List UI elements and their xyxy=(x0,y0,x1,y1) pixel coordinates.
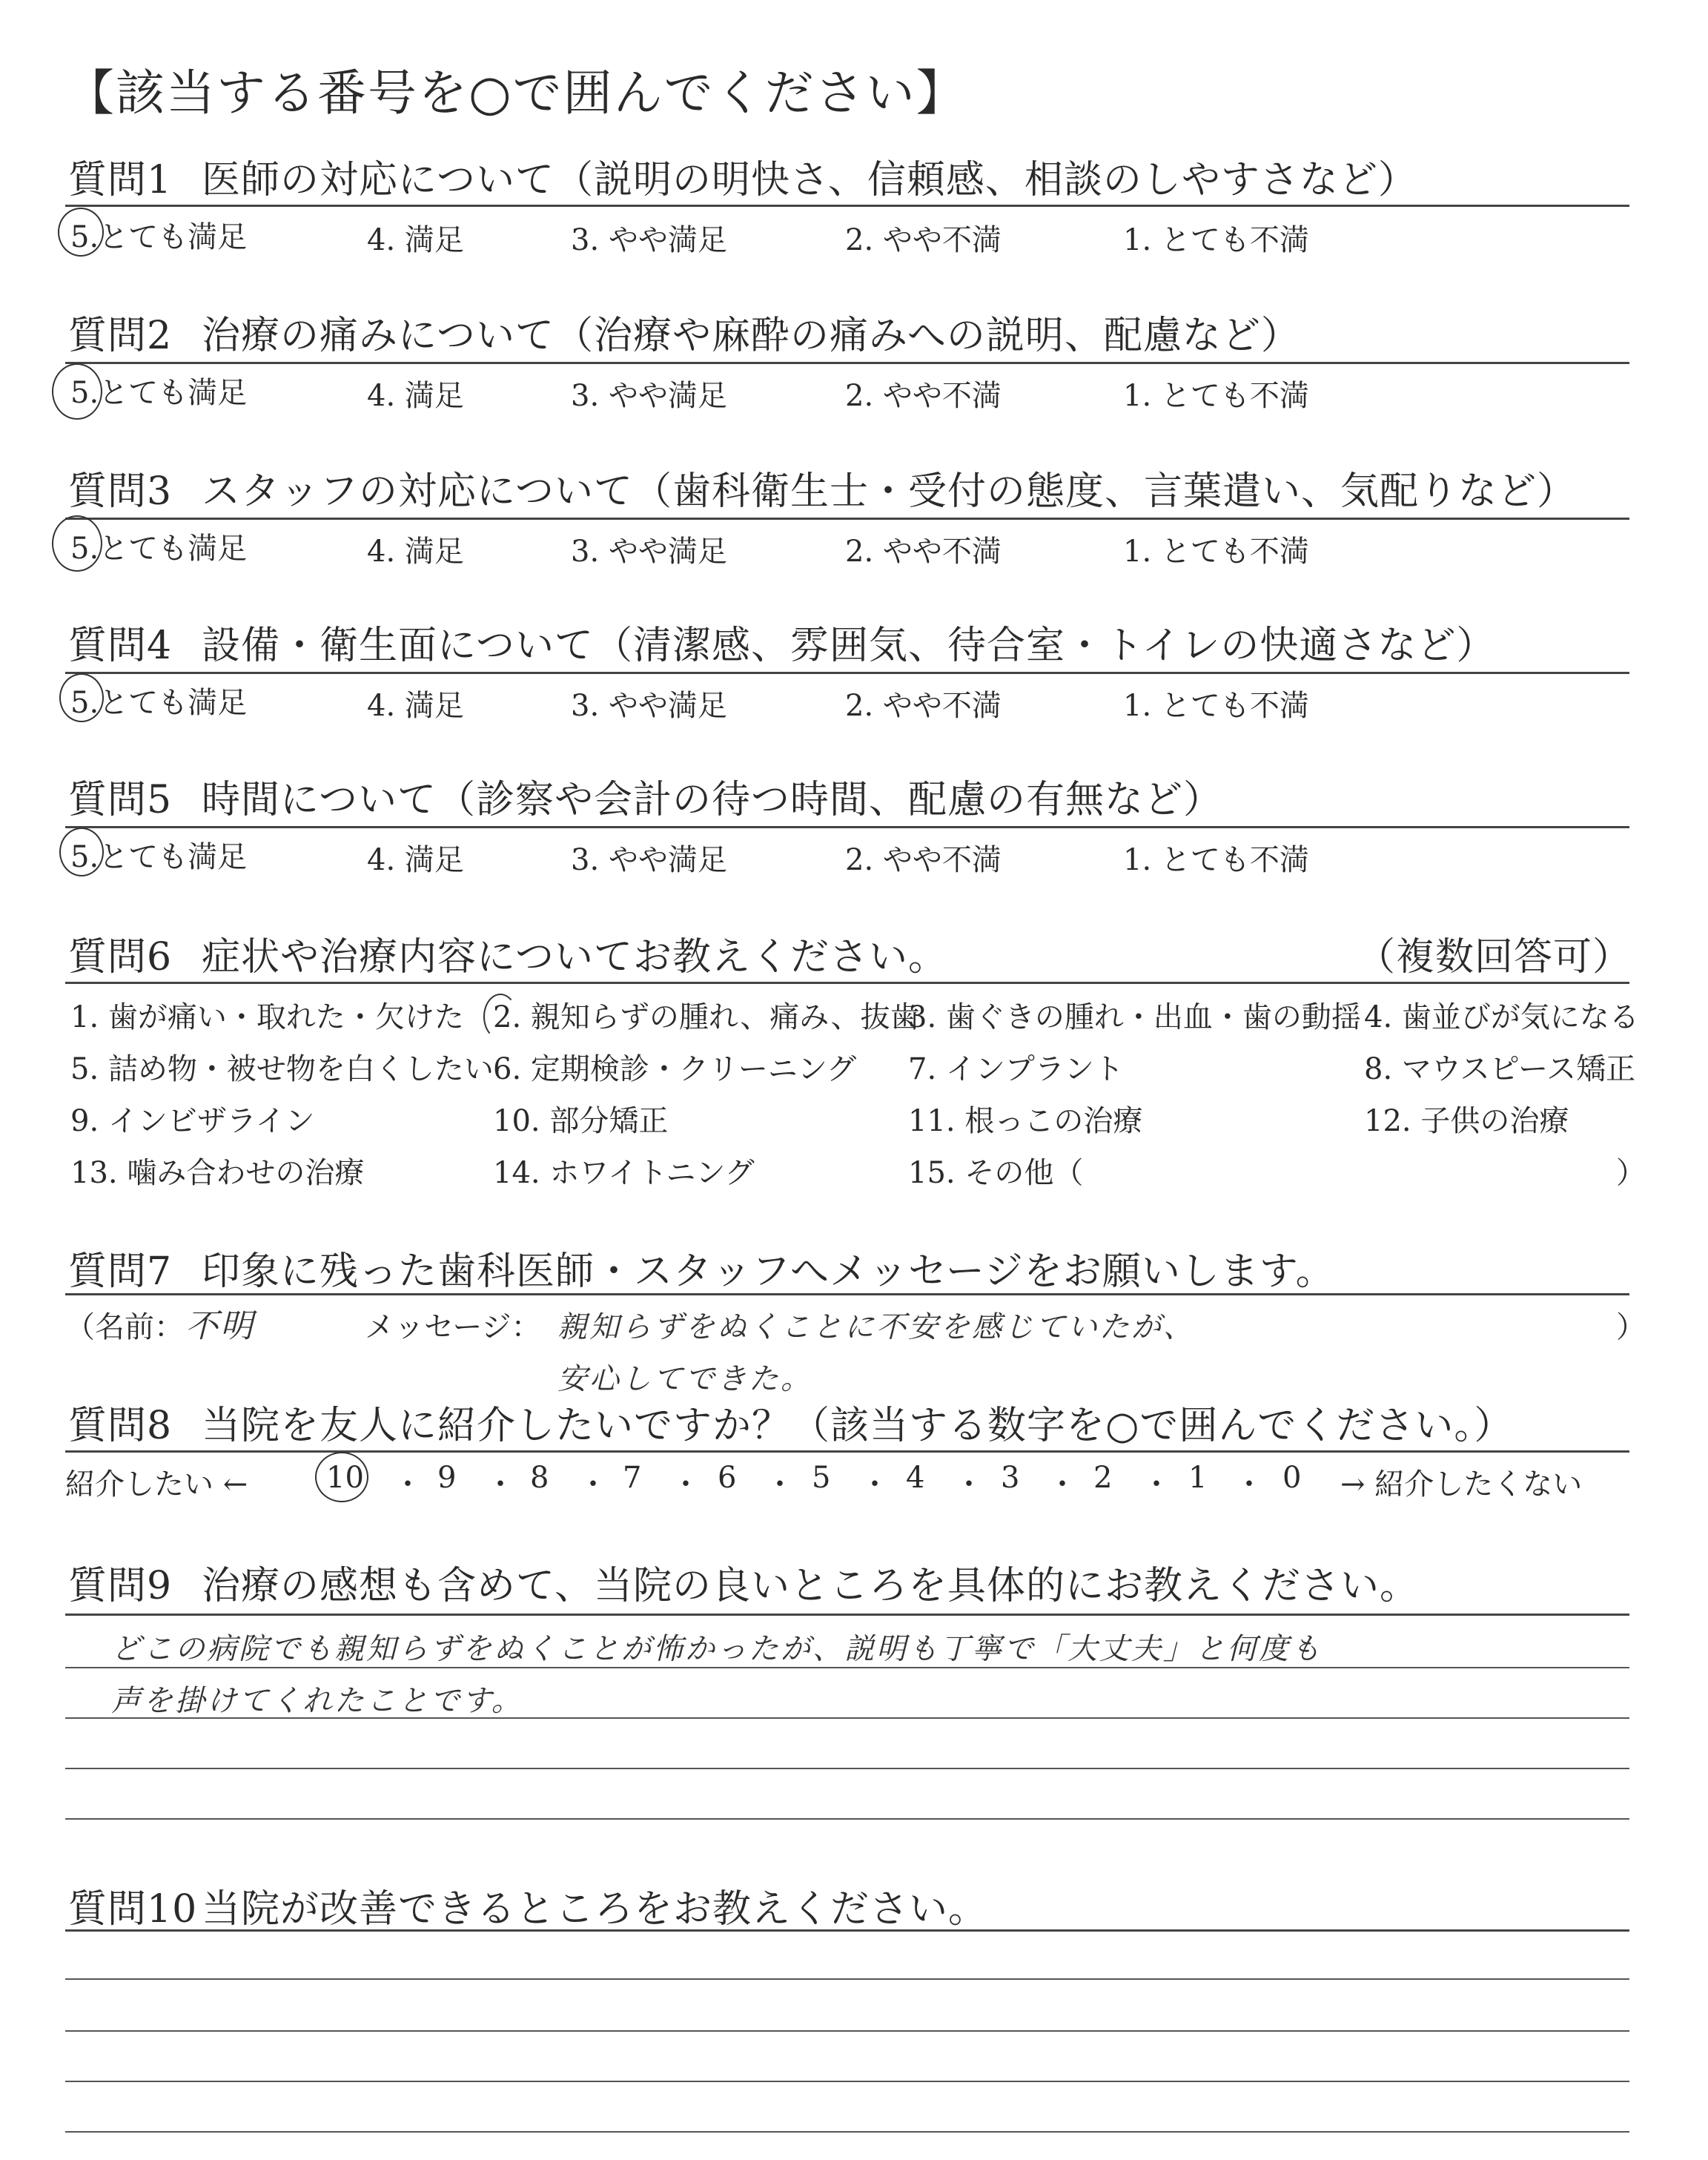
symptom-option-11[interactable]: 11. 根っこの治療 xyxy=(908,1104,1143,1138)
symptom-option-13[interactable]: 13. 噛み合わせの治療 xyxy=(70,1156,365,1190)
multiple-answers-note: （複数回答可） xyxy=(1357,935,1632,980)
question-text: 印象に残った歯科医師・スタッフへメッセージをお願いします。 xyxy=(202,1249,1335,1294)
recommend-right-label: → 紹介したくない xyxy=(1340,1467,1583,1502)
option-1[interactable]: 1. とても不満 xyxy=(1123,223,1309,257)
question-number: 質問7 xyxy=(68,1249,173,1294)
writing-line xyxy=(65,1978,1629,1980)
scale-dot: ・ xyxy=(1234,1467,1264,1502)
scale-2[interactable]: 2 xyxy=(1093,1461,1113,1495)
option-2[interactable]: 2. やや不満 xyxy=(845,379,1002,413)
selection-circle xyxy=(483,994,517,1040)
writing-line xyxy=(65,1768,1629,1769)
symptom-option-3[interactable]: 3. 歯ぐきの腫れ・出血・歯の動揺 xyxy=(908,1000,1361,1034)
question-number: 質問6 xyxy=(68,935,173,980)
divider xyxy=(65,1614,1629,1616)
scale-dot: ・ xyxy=(860,1467,890,1502)
selection-circle xyxy=(59,673,104,722)
writing-line xyxy=(65,2131,1629,2133)
divider xyxy=(65,826,1629,828)
answer-line-2[interactable]: 声を掛けてくれたことです。 xyxy=(111,1684,523,1718)
scale-dot: ・ xyxy=(1047,1467,1077,1502)
scale-7[interactable]: 7 xyxy=(623,1461,642,1495)
question-text: 時間について（診察や会計の待つ時間、配慮の有無など） xyxy=(202,778,1222,822)
symptom-option-1[interactable]: 1. 歯が痛い・取れた・欠けた xyxy=(70,1000,464,1034)
scale-5[interactable]: 5 xyxy=(812,1461,831,1495)
question-text: スタッフの対応について（歯科衛生士・受付の態度、言葉遣い、気配りなど） xyxy=(202,469,1576,514)
symptom-option-2[interactable]: 2. 親知らずの腫れ、痛み、抜歯 xyxy=(493,1000,920,1034)
symptom-option-5[interactable]: 5. 詰め物・被せ物を白くしたい xyxy=(70,1052,494,1086)
option-2[interactable]: 2. やや不満 xyxy=(845,843,1002,877)
question-text: 治療の感想も含めて、当院の良いところを具体的にお教えください。 xyxy=(202,1564,1419,1608)
writing-line xyxy=(65,2030,1629,2032)
option-1[interactable]: 1. とても不満 xyxy=(1123,689,1309,723)
writing-line xyxy=(65,1717,1629,1719)
option-5[interactable]: 5.とても満足 xyxy=(70,840,248,874)
option-4[interactable]: 4. 満足 xyxy=(367,689,464,723)
divider xyxy=(65,1293,1629,1295)
symptom-option-7[interactable]: 7. インプラント xyxy=(908,1052,1124,1086)
selection-circle xyxy=(315,1452,368,1502)
option-3[interactable]: 3. やや満足 xyxy=(571,689,727,723)
option-5[interactable]: 5.とても満足 xyxy=(70,686,248,720)
divider xyxy=(65,518,1629,520)
selection-circle xyxy=(58,208,104,257)
question-number: 質問9 xyxy=(68,1564,173,1608)
option-1[interactable]: 1. とても不満 xyxy=(1123,843,1309,877)
option-5[interactable]: 5.とても満足 xyxy=(70,532,248,566)
option-3[interactable]: 3. やや満足 xyxy=(571,379,727,413)
symptom-option-10[interactable]: 10. 部分矯正 xyxy=(493,1104,669,1138)
option-4[interactable]: 4. 満足 xyxy=(367,223,464,257)
option-4[interactable]: 4. 満足 xyxy=(367,379,464,413)
scale-6[interactable]: 6 xyxy=(718,1461,737,1495)
recommend-left-label: 紹介したい ← xyxy=(65,1467,248,1502)
scale-10[interactable]: 10 xyxy=(326,1461,364,1495)
message-line-1[interactable]: 親知らずをぬくことに不安を感じていたが、 xyxy=(557,1310,1195,1344)
divider xyxy=(65,672,1629,674)
question-text: 設備・衛生面について（清潔感、雰囲気、待合室・トイレの快適さなど） xyxy=(202,624,1496,668)
scale-dot: ・ xyxy=(578,1467,608,1502)
option-2[interactable]: 2. やや不満 xyxy=(845,689,1002,723)
question-number: 質問1 xyxy=(68,158,173,202)
message-close-paren: ） xyxy=(1616,1310,1646,1344)
scale-3[interactable]: 3 xyxy=(1001,1461,1020,1495)
scale-0[interactable]: 0 xyxy=(1282,1461,1302,1495)
scale-4[interactable]: 4 xyxy=(906,1461,925,1495)
name-label: （名前： xyxy=(65,1310,184,1344)
symptom-option-14[interactable]: 14. ホワイトニング xyxy=(493,1156,755,1190)
question-text: 症状や治療内容についてお教えください。 xyxy=(202,935,947,980)
writing-line xyxy=(65,1667,1629,1668)
symptom-option-6[interactable]: 6. 定期検診・クリーニング xyxy=(493,1052,857,1086)
option-5[interactable]: 5.とても満足 xyxy=(70,376,248,410)
question-text: 当院を友人に紹介したいですか？（該当する数字を○で囲んでください。） xyxy=(202,1404,1514,1448)
symptom-option-12[interactable]: 12. 子供の治療 xyxy=(1364,1104,1569,1138)
selection-circle xyxy=(52,515,102,572)
form-instruction: 【該当する番号を○で囲んでください】 xyxy=(65,65,967,122)
symptom-option-15[interactable]: 15. その他（ xyxy=(908,1156,1084,1190)
name-value[interactable]: 不明 xyxy=(185,1307,255,1345)
divider xyxy=(65,205,1629,207)
symptom-option-9[interactable]: 9. インビザライン xyxy=(70,1104,315,1138)
message-line-2[interactable]: 安心してできた。 xyxy=(557,1362,812,1396)
scale-dot: ・ xyxy=(486,1467,515,1502)
symptom-option-4[interactable]: 4. 歯並びが気になる xyxy=(1364,1000,1639,1034)
scale-1[interactable]: 1 xyxy=(1188,1461,1208,1495)
scale-dot: ・ xyxy=(671,1467,701,1502)
scale-8[interactable]: 8 xyxy=(530,1461,549,1495)
question-number: 質問8 xyxy=(68,1404,173,1448)
option-2[interactable]: 2. やや不満 xyxy=(845,535,1002,569)
scale-dot: ・ xyxy=(954,1467,984,1502)
option-5[interactable]: 5.とても満足 xyxy=(70,220,248,254)
option-1[interactable]: 1. とても不満 xyxy=(1123,379,1309,413)
scale-dot: ・ xyxy=(1142,1467,1171,1502)
question-number: 質問2 xyxy=(68,314,173,358)
symptom-option-8[interactable]: 8. マウスピース矯正 xyxy=(1364,1052,1636,1086)
option-4[interactable]: 4. 満足 xyxy=(367,535,464,569)
selection-circle xyxy=(52,363,102,420)
scale-dot: ・ xyxy=(765,1467,795,1502)
question-text: 治療の痛みについて（治療や麻酔の痛みへの説明、配慮など） xyxy=(202,314,1300,358)
divider xyxy=(65,1929,1629,1932)
question-number: 質問5 xyxy=(68,778,173,822)
question-number: 質問4 xyxy=(68,624,173,668)
writing-line xyxy=(65,2081,1629,2082)
scale-dot: ・ xyxy=(393,1467,423,1502)
divider xyxy=(65,1450,1629,1453)
writing-line xyxy=(65,1818,1629,1820)
scale-9[interactable]: 9 xyxy=(437,1461,457,1495)
question-text: 医師の対応について（説明の明快さ、信頼感、相談のしやすさなど） xyxy=(202,158,1417,202)
option-3[interactable]: 3. やや満足 xyxy=(571,223,727,257)
answer-line-1[interactable]: どこの病院でも親知らずをぬくことが怖かったが、説明も丁寧で「大丈夫」と何度も xyxy=(111,1632,1323,1666)
option-3[interactable]: 3. やや満足 xyxy=(571,535,727,569)
divider xyxy=(65,362,1629,364)
option-1[interactable]: 1. とても不満 xyxy=(1123,535,1309,569)
message-label: メッセージ： xyxy=(365,1310,541,1344)
other-close-paren: ） xyxy=(1616,1156,1646,1190)
question-number: 質問10 xyxy=(68,1887,198,1932)
question-text: 当院が改善できるところをお教えください。 xyxy=(202,1887,988,1932)
option-2[interactable]: 2. やや不満 xyxy=(845,223,1002,257)
selection-circle xyxy=(59,828,104,876)
option-3[interactable]: 3. やや満足 xyxy=(571,843,727,877)
option-4[interactable]: 4. 満足 xyxy=(367,843,464,877)
divider xyxy=(65,982,1629,984)
question-number: 質問3 xyxy=(68,469,173,514)
